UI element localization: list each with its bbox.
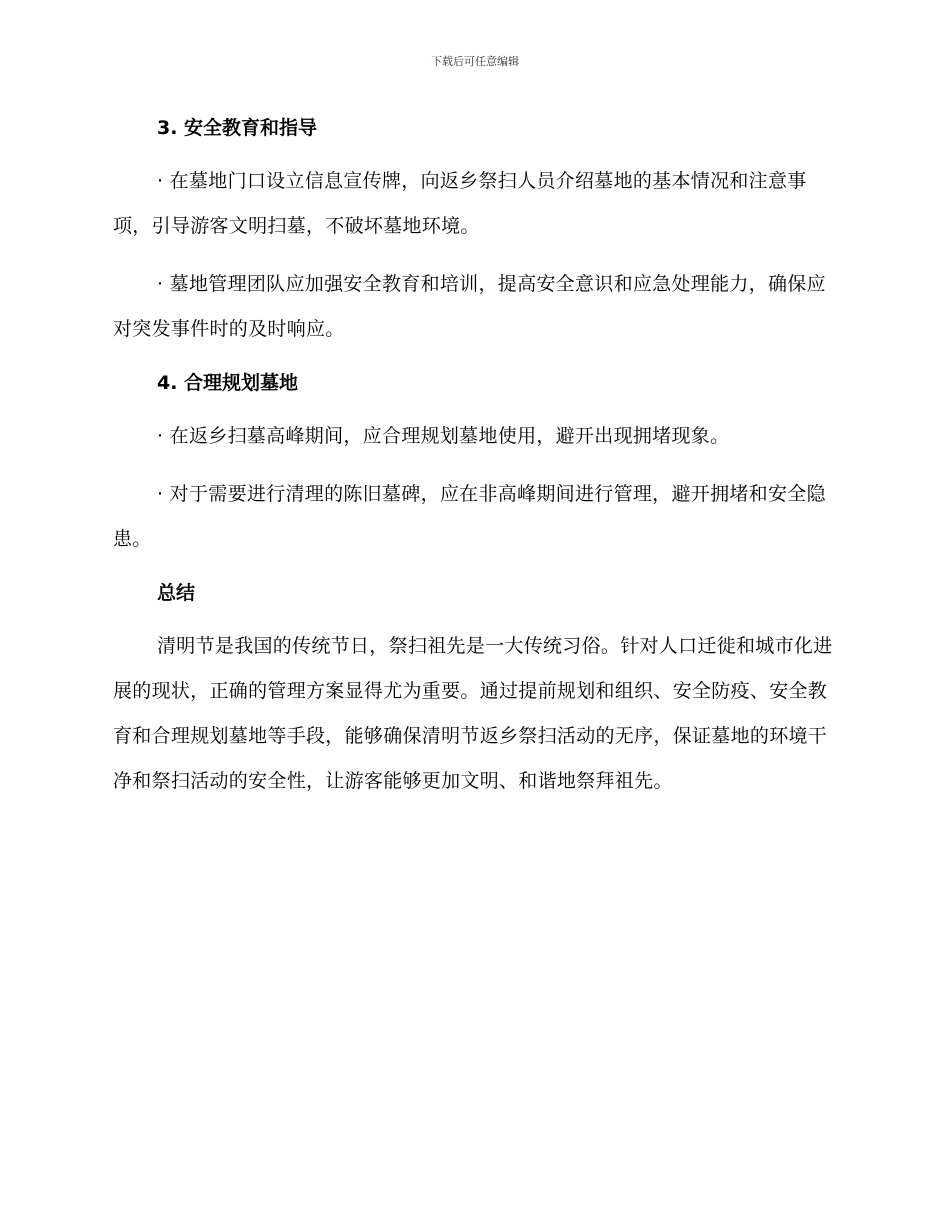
paragraph-old-tombstones: · 对于需要进行清理的陈旧墓碑，应在非高峰期间进行管理，避开拥堵和安全隐患。 [113, 483, 826, 550]
document-body [113, 110, 837, 804]
paragraph-staff-training: · 墓地管理团队应加强安全教育和培训，提高安全意识和应急处理能力，确保应对突发事件时的及时响应。 [113, 273, 826, 340]
paragraph-peak-planning: · 在返乡扫墓高峰期间，应合理规划墓地使用，避开出现拥堵现象。 [157, 425, 730, 447]
section-heading-safety-education: 3. 安全教育和指导 [157, 117, 318, 139]
section-heading-summary: 总结 [157, 582, 196, 604]
paragraph-summary: 清明节是我国的传统节日，祭扫祖先是一大传统习俗。针对人口迁徙和城市化进展的现状，正确的管理方案显得尤为重要。通过提前规划和组织、安全防疫、安全教育和合理规划墓地等手段，能够确保清明节返乡祭扫活动的无序，保证墓地的环境干净和祭扫活动的安全性，让游客能够更加文明、和谐地祭拜祖先。 [113, 635, 833, 792]
page-header-note: 下载后可任意编辑 [431, 55, 519, 68]
paragraph-info-board: · 在墓地门口设立信息宣传牌，向返乡祭扫人员介绍墓地的基本情况和注意事项，引导游客文明扫墓，不破坏墓地环境。 [113, 170, 807, 237]
section-heading-cemetery-planning: 4. 合理规划墓地 [157, 372, 299, 394]
